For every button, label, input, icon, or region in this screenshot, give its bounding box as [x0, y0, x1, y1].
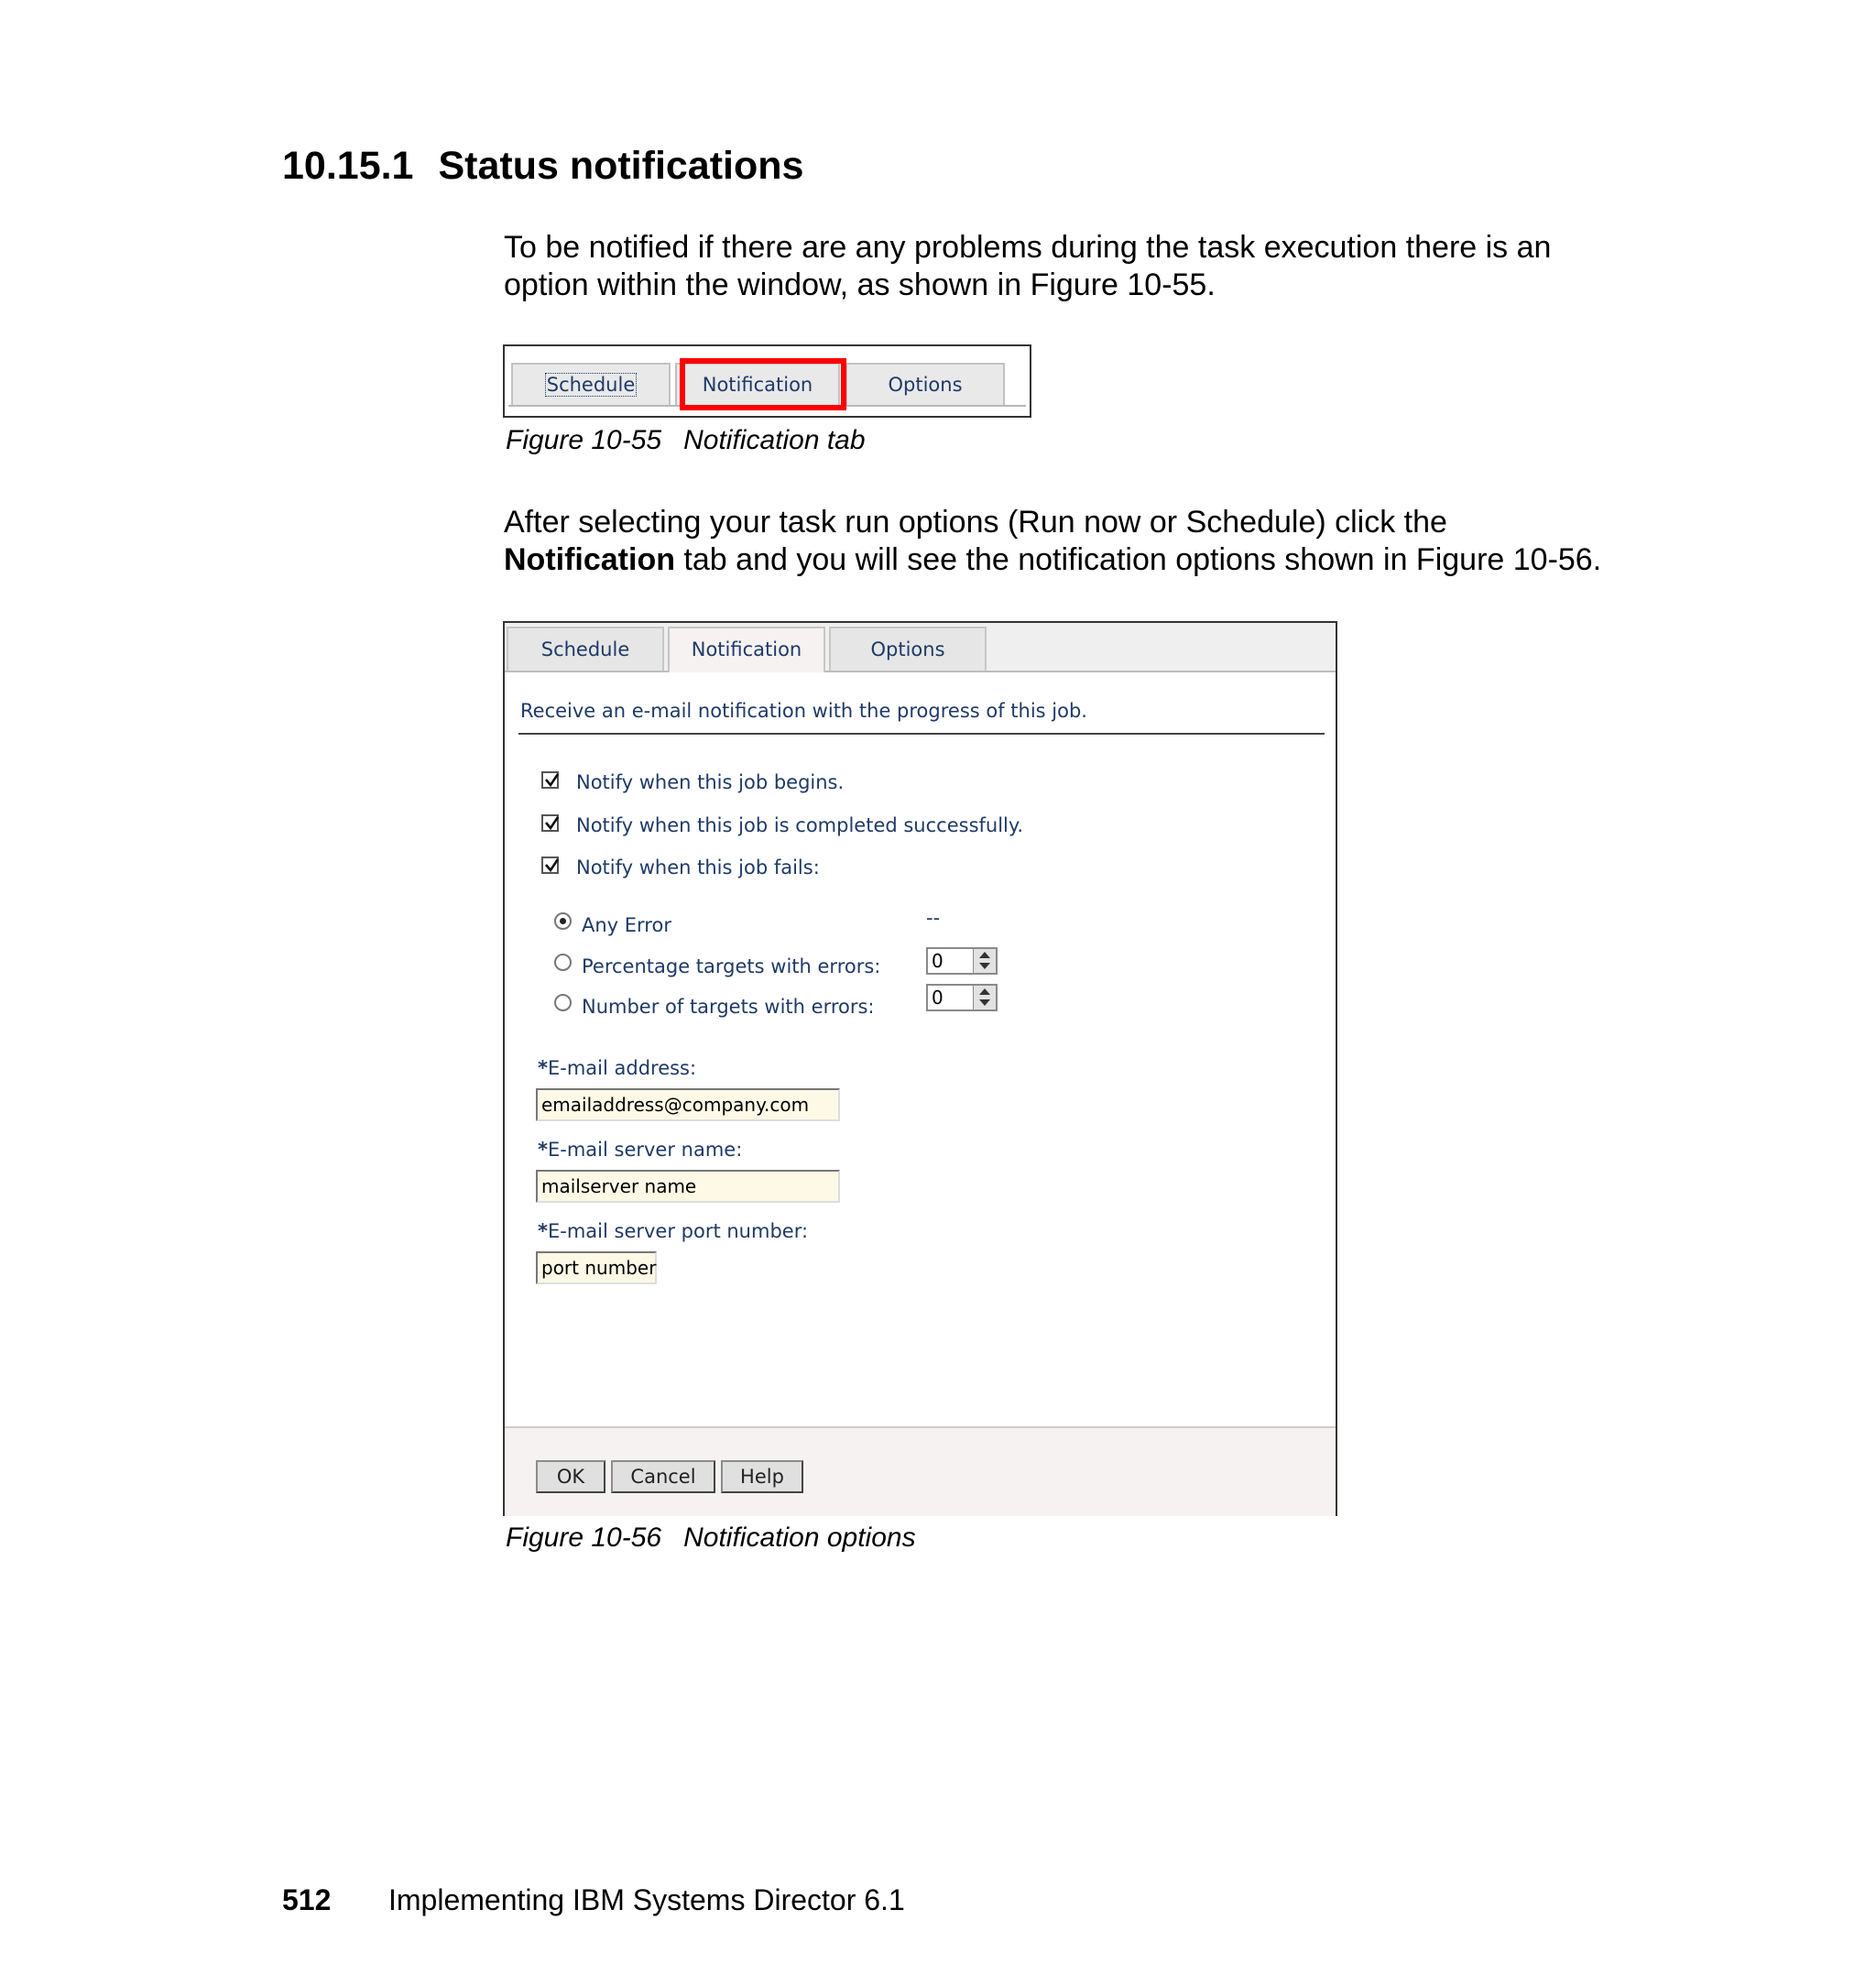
intro-text: Receive an e-mail notification with the progress of this job. [520, 700, 1087, 722]
notification-panel [505, 672, 1336, 1426]
figure-1-title: Notification tab [683, 425, 866, 455]
any-error-value: -- [926, 907, 941, 929]
email-server-label-text: E-mail server name: [547, 1139, 743, 1161]
checkbox-job-completed-label: Notify when this job is completed successfully. [576, 814, 1023, 836]
required-marker: * [538, 1139, 548, 1161]
radio-any-error-label: Any Error [582, 914, 671, 936]
checkbox-job-completed[interactable] [541, 814, 559, 832]
tab-options-label: Options [888, 374, 963, 396]
percentage-stepper-buttons[interactable] [973, 949, 996, 973]
section-title: Status notifications [438, 144, 804, 188]
checkbox-job-fails-label: Notify when this job fails: [576, 857, 820, 878]
email-port-field[interactable]: port number [536, 1251, 657, 1284]
intro-divider [518, 733, 1325, 735]
help-button[interactable]: Help [721, 1460, 803, 1493]
spin-up-icon[interactable] [979, 952, 990, 958]
tab-schedule[interactable] [507, 627, 664, 671]
tab-options-label: Options [870, 638, 945, 660]
figure-2-number: Figure 10-56 [506, 1522, 662, 1553]
tab-notification[interactable] [668, 627, 825, 672]
button-bar [505, 1426, 1336, 1516]
required-marker: * [538, 1057, 548, 1079]
tab-schedule-label: Schedule [546, 374, 636, 396]
percentage-stepper[interactable] [926, 947, 998, 975]
required-marker: * [538, 1220, 548, 1242]
percentage-value: 0 [932, 950, 943, 972]
checkmark-icon [544, 857, 561, 874]
ok-button[interactable]: OK [536, 1460, 605, 1493]
figure-1-caption [506, 424, 866, 457]
email-server-field[interactable]: mailserver name [536, 1170, 840, 1203]
spin-up-icon[interactable] [979, 988, 990, 995]
email-server-label [538, 1139, 742, 1161]
tab-bar [505, 623, 1336, 672]
paragraph-1-line-2: option within the window, as shown in Figure 10-55. [504, 267, 1216, 302]
email-port-label-text: E-mail server port number: [547, 1220, 809, 1242]
radio-number-label: Number of targets with errors: [582, 996, 875, 1018]
paragraph-2-line-1: After selecting your task run options (Run now or Schedule) click the [504, 505, 1447, 540]
paragraph-2-line-2 [504, 541, 1601, 579]
figure-1-number: Figure 10-55 [506, 425, 662, 455]
email-address-field[interactable]: emailaddress@company.com [536, 1088, 840, 1121]
checkbox-job-fails[interactable] [541, 857, 559, 874]
number-stepper[interactable] [926, 984, 998, 1011]
tab-options[interactable] [829, 627, 987, 671]
email-address-label-text: E-mail address: [547, 1057, 697, 1079]
page-number: 512 [282, 1883, 332, 1916]
section-heading [282, 142, 803, 190]
radio-percentage[interactable] [554, 954, 572, 971]
tab-options[interactable] [845, 363, 1005, 405]
spin-down-icon[interactable] [979, 999, 990, 1006]
checkbox-job-begins[interactable] [541, 771, 559, 789]
email-port-label [538, 1220, 808, 1242]
book-title: Implementing IBM Systems Director 6.1 [388, 1883, 905, 1916]
notification-emphasis: Notification [504, 542, 675, 577]
highlight-box [680, 358, 846, 410]
radio-percentage-label: Percentage targets with errors: [582, 955, 881, 977]
tab-schedule-label: Schedule [540, 638, 630, 660]
figure-2-caption [506, 1522, 916, 1555]
radio-any-error[interactable] [554, 912, 572, 930]
radio-selected-dot [560, 918, 566, 924]
figure-notification-options [503, 621, 1337, 1516]
cancel-button[interactable]: Cancel [611, 1460, 715, 1493]
paragraph-1-line-1: To be notified if there are any problems during the task execution there is an [504, 230, 1552, 265]
section-number: 10.15.1 [282, 144, 414, 188]
number-value: 0 [932, 987, 943, 1009]
paragraph-2-rest: tab and you will see the notification options shown in Figure 10-56. [674, 542, 1602, 577]
email-address-label [538, 1057, 696, 1079]
tab-notification-label: Notification [702, 374, 813, 396]
checkmark-icon [544, 772, 561, 789]
tab-schedule[interactable] [511, 363, 671, 405]
checkbox-job-begins-label: Notify when this job begins. [576, 771, 845, 793]
radio-number[interactable] [554, 994, 572, 1011]
spin-down-icon[interactable] [979, 963, 990, 969]
tab-notification-label: Notification [691, 638, 802, 660]
number-stepper-buttons[interactable] [973, 986, 996, 1009]
checkmark-icon [544, 815, 561, 832]
figure-2-title: Notification options [683, 1522, 916, 1553]
figure-notification-tab [503, 344, 1031, 418]
